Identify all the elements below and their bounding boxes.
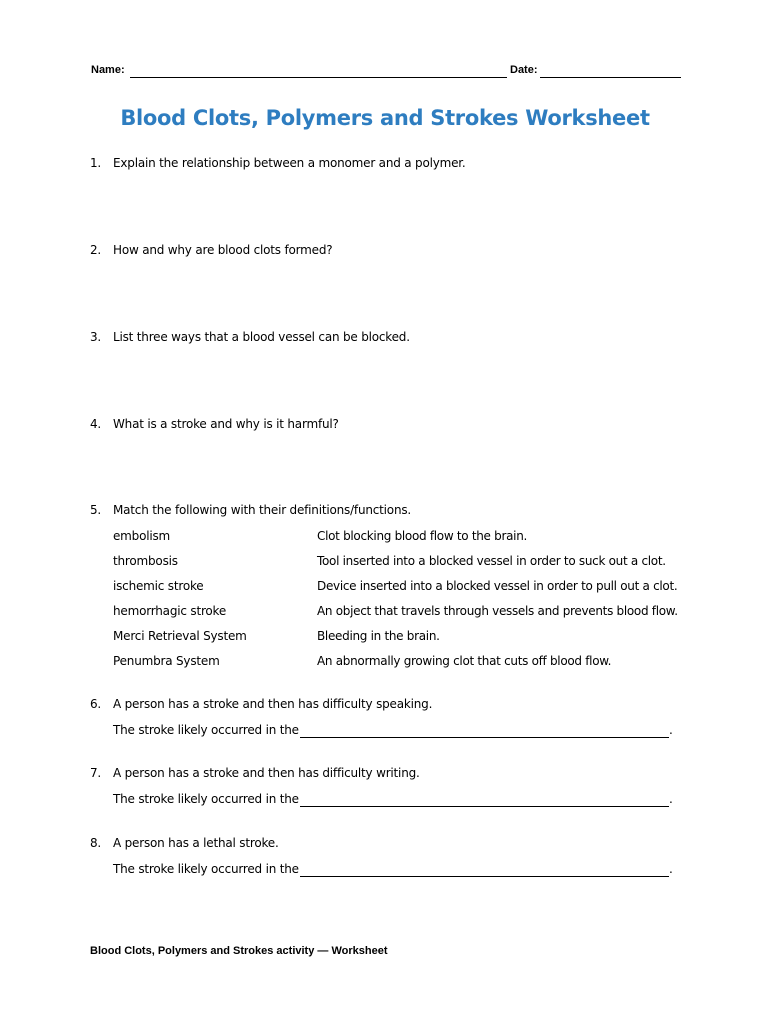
match-definition: Clot blocking blood flow to the brain. bbox=[317, 529, 528, 543]
match-definition: An object that travels through vessels and prevents blood flow. bbox=[317, 604, 678, 618]
answer-blank-line bbox=[300, 806, 669, 807]
match-definition: Device inserted into a blocked vessel in order to pull out a clot. bbox=[317, 579, 678, 593]
question-number: 3. bbox=[90, 330, 102, 344]
answer-period: . bbox=[669, 792, 673, 806]
name-label: Name: bbox=[91, 64, 125, 76]
match-term: ischemic stroke bbox=[113, 579, 204, 593]
page-footer: Blood Clots, Polymers and Strokes activity — Worksheet bbox=[90, 945, 388, 957]
match-term: Merci Retrieval System bbox=[113, 629, 247, 643]
match-definition: Tool inserted into a blocked vessel in order to suck out a clot. bbox=[317, 554, 666, 568]
match-term: Penumbra System bbox=[113, 654, 220, 668]
match-term: hemorrhagic stroke bbox=[113, 604, 227, 618]
question-5 bbox=[90, 503, 411, 517]
match-term: thrombosis bbox=[113, 554, 178, 568]
question-4 bbox=[90, 417, 339, 431]
question-number: 4. bbox=[90, 417, 102, 431]
question-number: 8. bbox=[90, 836, 102, 850]
date-label: Date: bbox=[510, 64, 538, 76]
question-number: 6. bbox=[90, 697, 102, 711]
header-row bbox=[91, 64, 681, 80]
question-text: A person has a stroke and then has difficulty speaking. bbox=[113, 697, 433, 711]
question-8-prompt: The stroke likely occurred in the bbox=[113, 862, 299, 876]
question-7-prompt: The stroke likely occurred in the bbox=[113, 792, 299, 806]
answer-blank-line bbox=[300, 876, 669, 877]
answer-blank-line bbox=[300, 737, 669, 738]
date-blank-line bbox=[540, 77, 681, 78]
question-6 bbox=[90, 697, 432, 711]
question-2 bbox=[90, 243, 332, 257]
question-number: 1. bbox=[90, 156, 102, 170]
match-definition: An abnormally growing clot that cuts off blood flow. bbox=[317, 654, 612, 668]
match-term: embolism bbox=[113, 529, 171, 543]
question-7 bbox=[90, 766, 420, 780]
name-blank-line bbox=[130, 77, 507, 78]
question-1 bbox=[90, 156, 466, 170]
match-definition: Bleeding in the brain. bbox=[317, 629, 440, 643]
question-text: How and why are blood clots formed? bbox=[113, 243, 333, 257]
question-text: What is a stroke and why is it harmful? bbox=[113, 417, 339, 431]
question-text: Match the following with their definitions/functions. bbox=[113, 503, 412, 517]
question-text: List three ways that a blood vessel can be blocked. bbox=[113, 330, 410, 344]
question-number: 5. bbox=[90, 503, 102, 517]
answer-period: . bbox=[669, 862, 673, 876]
question-text: Explain the relationship between a monomer and a polymer. bbox=[113, 156, 466, 170]
answer-period: . bbox=[669, 723, 673, 737]
question-3 bbox=[90, 330, 410, 344]
worksheet-title: Blood Clots, Polymers and Strokes Worksheet bbox=[120, 106, 650, 130]
question-number: 7. bbox=[90, 766, 102, 780]
question-text: A person has a stroke and then has difficulty writing. bbox=[113, 766, 420, 780]
question-8 bbox=[90, 836, 279, 850]
question-6-prompt: The stroke likely occurred in the bbox=[113, 723, 299, 737]
question-text: A person has a lethal stroke. bbox=[113, 836, 279, 850]
question-number: 2. bbox=[90, 243, 102, 257]
